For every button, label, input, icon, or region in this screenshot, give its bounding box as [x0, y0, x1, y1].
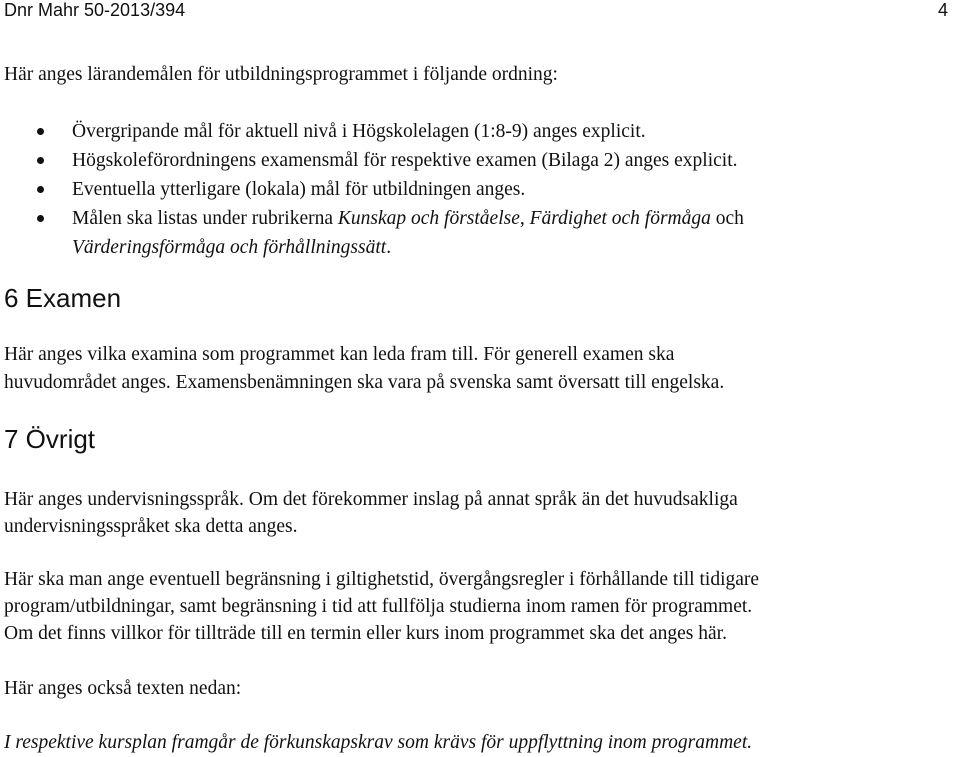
section-7-line: program/utbildningar, samt begränsning i tid att fullfölja studierna inom ramen för programmet.: [4, 596, 753, 617]
document-reference: Dnr Mahr 50-2013/394: [4, 0, 186, 20]
section-7-line: Här anges undervisningsspråk. Om det förekommer inslag på annat språk än det huvudsakliga: [4, 489, 738, 510]
intro-paragraph: Här anges lärandemålen för utbildningsprogrammet i följande ordning:: [4, 64, 558, 85]
section-7-line: undervisningsspråket ska detta anges.: [4, 516, 298, 537]
italic-required-text: I respektive kursplan framgår de förkunskapskrav som krävs för uppflyttning inom programmet.: [4, 732, 753, 753]
section-heading-examen: 6 Examen: [4, 283, 122, 313]
bullet-icon: [37, 128, 44, 135]
list-item: Övergripande mål för aktuell nivå i Högskolelagen (1:8-9) anges explicit.: [0, 117, 744, 146]
section-heading-ovrigt: 7 Övrigt: [4, 424, 96, 454]
bullet-icon: [37, 157, 44, 164]
emphasis: Kunskap och förståelse: [337, 208, 520, 229]
list-item: Eventuella ytterligare (lokala) mål för utbildningen anges.: [0, 175, 744, 204]
bullet-icon: [37, 186, 44, 193]
section-7-line: Här ska man ange eventuell begränsning i giltighetstid, övergångsregler i förhållande till tidigare: [4, 569, 760, 590]
page-header: [4, 0, 948, 24]
page-number: 4: [937, 0, 948, 20]
section-7-line: Här anges också texten nedan:: [4, 678, 242, 699]
section-6-line: huvudområdet anges. Examensbenämningen ska vara på svenska samt översatt till engelska.: [4, 372, 725, 393]
bullet-icon: [37, 215, 44, 222]
emphasis: Färdighet och förmåga: [529, 208, 711, 229]
section-6-line: Här anges vilka examina som programmet kan leda fram till. För generell examen ska: [4, 344, 675, 365]
list-item: Högskoleförordningens examensmål för respektive examen (Bilaga 2) anges explicit.: [0, 146, 744, 175]
emphasis: Värderingsförmåga och förhållningssätt: [72, 237, 387, 258]
list-item: Målen ska listas under rubrikerna Kunskap och förståelse, Färdighet och förmåga och Värderingsförmåga och förhållningssätt.: [0, 204, 744, 262]
learning-goals-list: [0, 117, 744, 262]
section-7-line: Om det finns villkor för tillträde till en termin eller kurs inom programmet ska det anges här.: [4, 623, 727, 644]
